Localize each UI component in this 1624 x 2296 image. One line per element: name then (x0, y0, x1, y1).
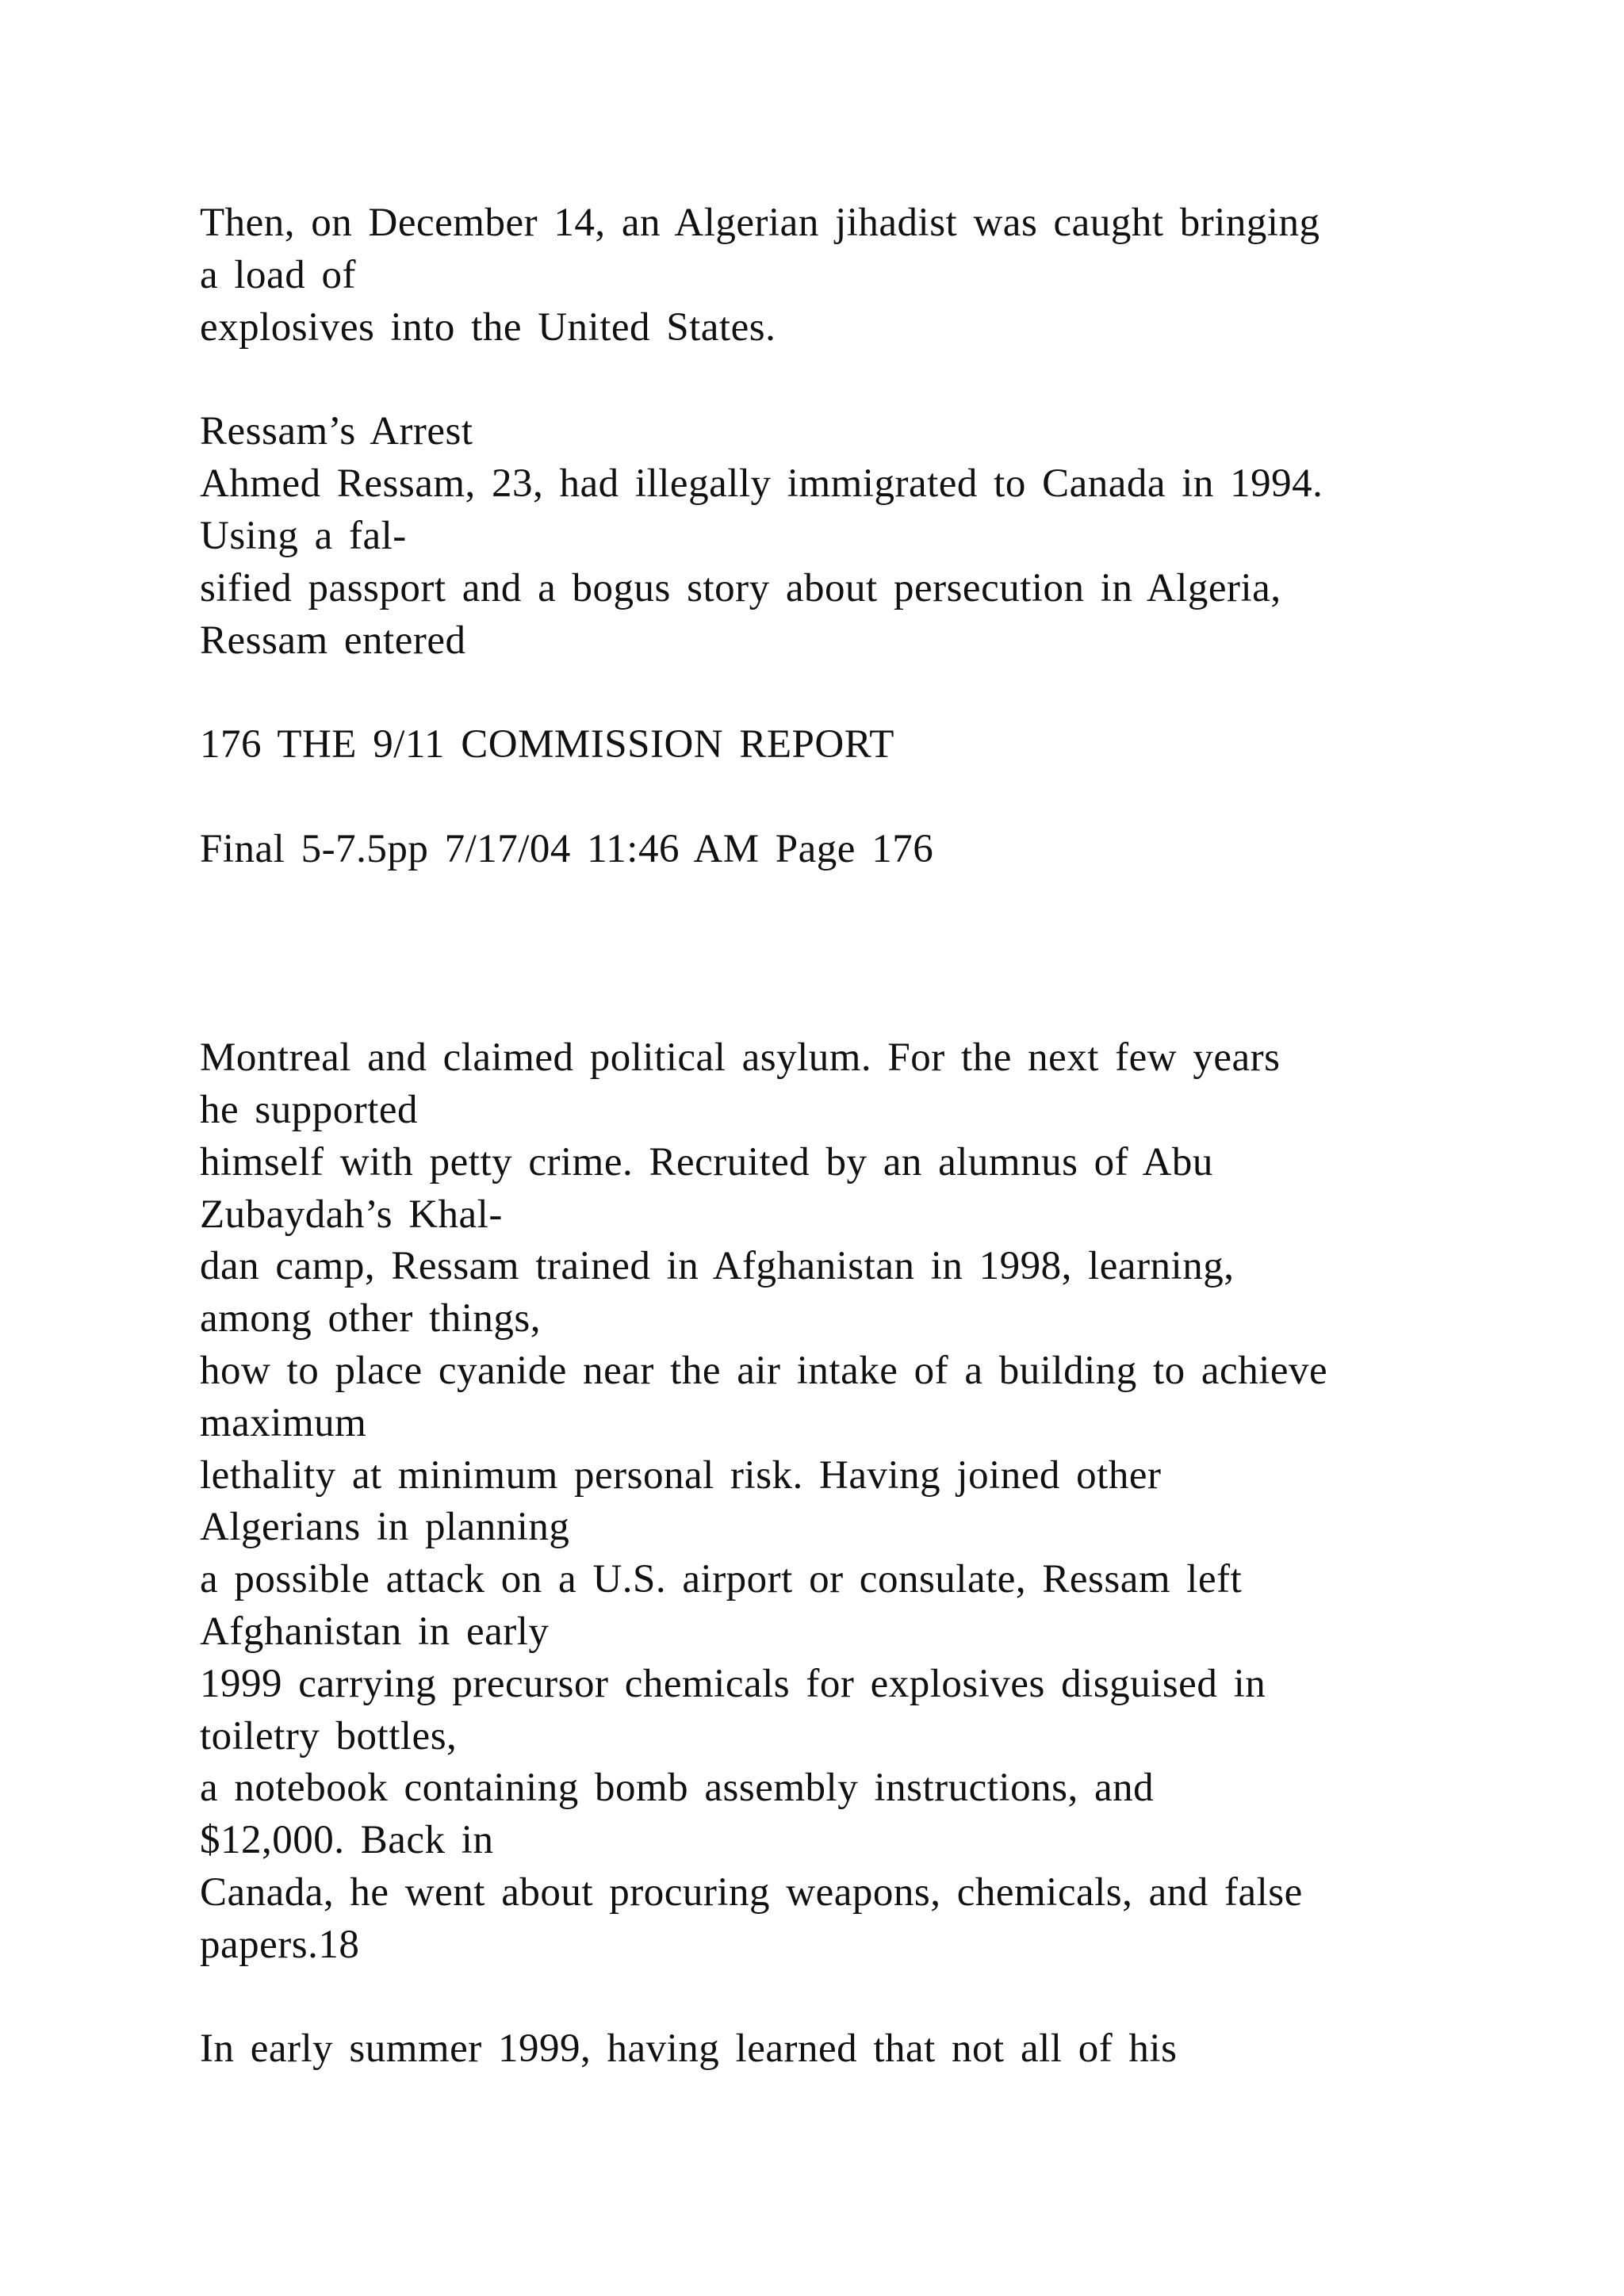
text-line: Afghanistan in early (200, 1609, 550, 1654)
text-line: Then, on December 14, an Algerian jihadist was caught bringing (200, 201, 1320, 245)
text-line: Ahmed Ressam, 23, had illegally immigrated to Canada in 1994. (200, 461, 1323, 506)
section-heading: Ressam’s Arrest (200, 409, 473, 453)
print-slug: Final 5-7.5pp 7/17/04 11:46 AM Page 176 (200, 827, 934, 871)
text-line: Canada, he went about procuring weapons, chemicals, and false (200, 1870, 1303, 1915)
text-line: he supported (200, 1088, 419, 1132)
text-line: Montreal and claimed political asylum. For the next few years (200, 1035, 1281, 1080)
text-line: In early summer 1999, having learned that not all of his (200, 2026, 1178, 2071)
text-line: a possible attack on a U.S. airport or consulate, Ressam left (200, 1557, 1243, 1601)
text-line: sified passport and a bogus story about persecution in Algeria, (200, 566, 1281, 610)
text-line: lethality at minimum personal risk. Having joined other (200, 1453, 1162, 1498)
text-line: Zubaydah’s Khal- (200, 1192, 503, 1237)
text-line: $12,000. Back in (200, 1818, 494, 1862)
text-line: maximum (200, 1401, 367, 1445)
text-line: toiletry bottles, (200, 1714, 458, 1758)
text-line: a load of (200, 253, 356, 297)
text-line: Ressam entered (200, 618, 466, 663)
running-footer: 176 THE 9/11 COMMISSION REPORT (200, 722, 894, 767)
text-line: how to place cyanide near the air intake of a building to achieve (200, 1349, 1328, 1393)
text-line: Using a fal- (200, 514, 407, 558)
text-line: Algerians in planning (200, 1505, 570, 1549)
text-line: himself with petty crime. Recruited by an alumnus of Abu (200, 1140, 1213, 1184)
text-line: a notebook containing bomb assembly instructions, and (200, 1766, 1155, 1810)
text-line: papers.18 (200, 1923, 360, 1967)
text-line: dan camp, Ressam trained in Afghanistan in 1998, learning, (200, 1244, 1235, 1288)
text-line: explosives into the United States. (200, 305, 776, 350)
text-line: 1999 carrying precursor chemicals for explosives disguised in (200, 1662, 1266, 1706)
text-line: among other things, (200, 1296, 542, 1341)
